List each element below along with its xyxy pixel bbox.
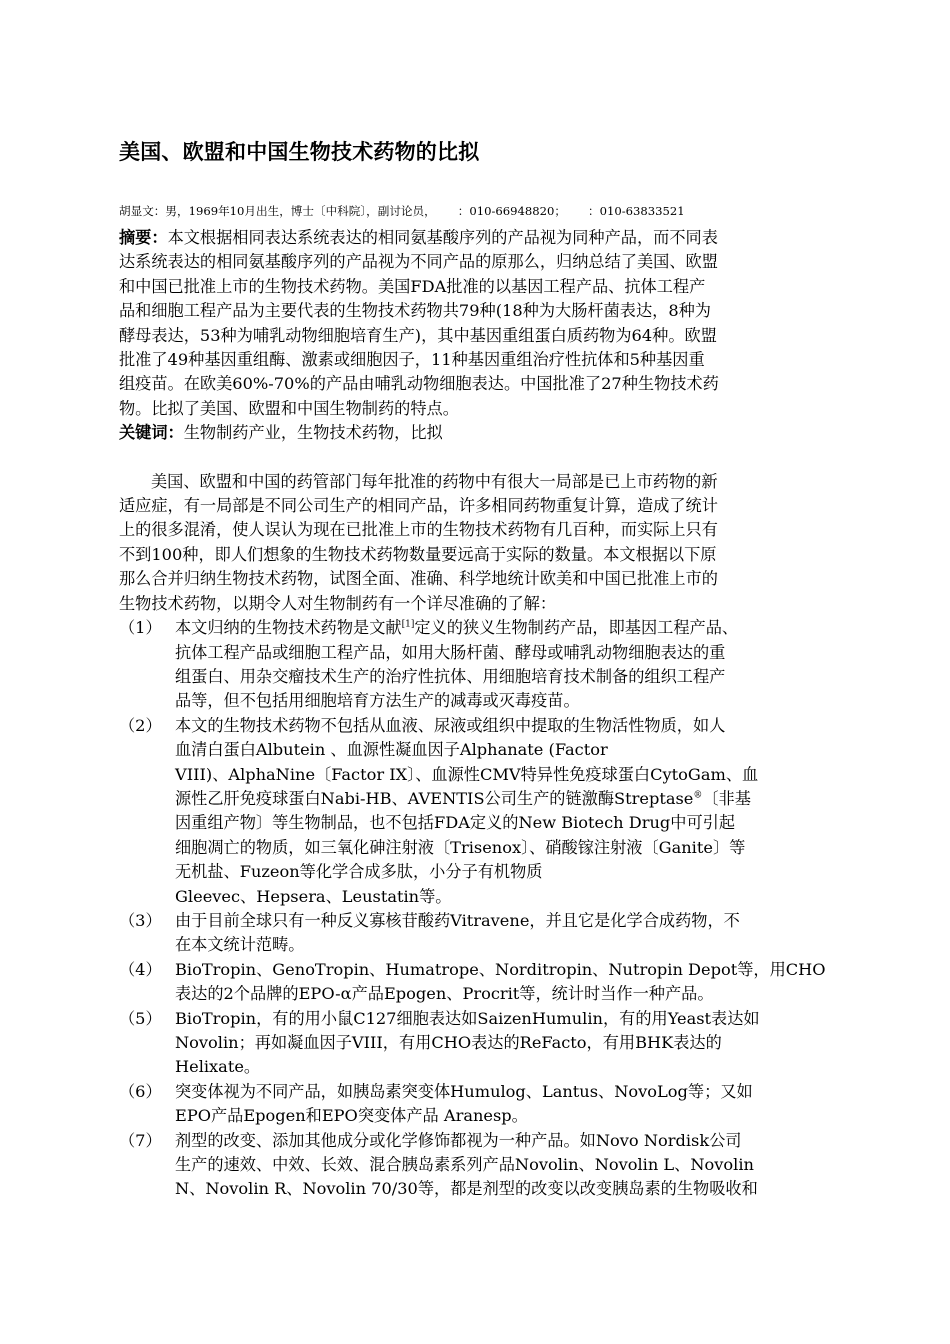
text-line: Helixate。	[175, 1057, 261, 1077]
list-item-number: （3）	[119, 910, 162, 930]
intro-line: 上的很多混淆，使人误认为现在已批准上市的生物技术药物有几百种，而实际上只有	[119, 520, 718, 540]
text-line: 因重组产物〕等生物制品，也不包括FDA定义的New Biotech Drug中可引起	[175, 813, 736, 833]
list-item-number: （2）	[119, 715, 162, 735]
text-line: Novolin；再如凝血因子VIII，有用CHO表达的ReFacto，有用BHK表达的	[175, 1033, 722, 1052]
list-item-text	[175, 1129, 830, 1202]
list-item-number: （6）	[119, 1081, 162, 1101]
keywords-text: 生物制药产业，生物技术药物，比拟	[183, 423, 443, 443]
abstract-line: 组疫苗。在欧美60%-70%的产品由哺乳动物细胞表达。中国批准了27种生物技术药	[119, 374, 719, 394]
abstract	[119, 226, 830, 421]
author-phone-1: ：010-66948820；	[457, 204, 566, 218]
list-item	[119, 1007, 830, 1080]
keywords-label: 关键词：	[119, 423, 184, 443]
text-line: 抗体工程产品或细胞工程产品，如用大肠杆菌、酵母或哺乳动物细胞表达的重	[175, 642, 726, 662]
abstract-text: 本文根据相同表达系统表达的相同氨基酸序列的产品视为同种产品，而不同表	[167, 228, 718, 247]
list-item-number: （4）	[119, 959, 162, 979]
page-title: 美国、欧盟和中国生物技术药物的比拟	[119, 140, 480, 164]
list-item-text	[175, 714, 830, 909]
list-item-text	[175, 909, 830, 958]
text-line: 无机盐、Fuzeon等化学合成多肽，小分子有机物质	[175, 862, 543, 882]
abstract-line: 物。比拟了美国、欧盟和中国生物制药的特点。	[119, 398, 459, 418]
list-item	[119, 616, 830, 714]
list-item	[119, 909, 830, 958]
text-line: BioTropin、GenoTropin、Humatrope、Norditropin、Nutropin Depot等，用CHO	[175, 959, 826, 979]
text-line: 生产的速效、中效、长效、混合胰岛素系列产品Novolin、Novolin L、Novolin	[175, 1155, 754, 1175]
text-line: 源性乙肝免疫球蛋白Nabi-HB、AVENTIS公司生产的链激酶Streptase®〔非基	[175, 788, 751, 808]
text-line: 细胞凋亡的物质，如三氧化砷注射液〔Trisenox〕、硝酸镓注射液〔Ganite〕等	[175, 837, 746, 857]
author-line	[119, 203, 685, 219]
abstract-label: 摘要：	[119, 228, 168, 247]
list-item-text	[175, 958, 830, 1007]
list-item-number: （1）	[119, 618, 162, 638]
intro-line: 适应症，有一局部是不同公司生产的相同产品，许多相同药物重复计算，造成了统计	[119, 496, 718, 516]
abstract-line: 品和细胞工程产品为主要代表的生物技术药物共79种(18种为大肠杆菌表达，8种为	[119, 301, 711, 321]
text-line: 表达的2个品牌的EPO-α产品Epogen、Procrit等，统计时当作一种产品。	[175, 984, 714, 1004]
text-line: VIII)、AlphaNine〔Factor IX〕、血源性CMV特异性免疫球蛋白CytoGam、血	[175, 764, 759, 784]
text-line: EPO产品Epogen和EPO突变体产品 Aranesp。	[175, 1106, 528, 1126]
list-item	[119, 714, 830, 909]
text-line: 由于目前全球只有一种反义寡核苷酸药Vitravene，并且它是化学合成药物，不	[175, 910, 740, 930]
superscript: [1]	[401, 619, 415, 630]
text-line: BioTropin，有的用小鼠C127细胞表达如SaizenHumulin，有的用Yeast表达如	[175, 1008, 760, 1028]
superscript: ®	[693, 790, 703, 801]
intro-line: 美国、欧盟和中国的药管部门每年批准的药物中有很大一局部是已上市药物的新	[151, 471, 718, 491]
intro-line: 不到100种，即人们想象的生物技术药物数量要远高于实际的数量。本文根据以下原	[119, 544, 717, 564]
intro-line: 那么合并归纳生物技术药物，试图全面、准确、科学地统计欧美和中国已批准上市的	[119, 569, 718, 589]
list-item-text	[175, 1007, 830, 1080]
text-line: 在本文统计范畴。	[175, 935, 305, 955]
text-line: 血清白蛋白Albutein 、血源性凝血因子Alphanate (Factor	[175, 740, 608, 760]
list-item-number: （7）	[119, 1130, 162, 1150]
text-line: 剂型的改变、添加其他成分或化学修饰都视为一种产品。如Novo Nordisk公司	[175, 1130, 742, 1150]
text-line: 本文的生物技术药物不包括从血液、尿液或组织中提取的生物活性物质，如人	[175, 715, 726, 735]
abstract-line: 和中国已批准上市的生物技术药物。美国FDA批准的以基因工程产品、抗体工程产	[119, 276, 706, 296]
list-item-text	[175, 616, 830, 714]
intro-line: 生物技术药物，以期令人对生物制药有一个详尽准确的了解：	[119, 593, 557, 613]
abstract-line: 批准了49种基因重组酶、激素或细胞因子，11种基因重组治疗性抗体和5种基因重	[119, 350, 705, 370]
text-line: Gleevec、Hepsera、Leustatin等。	[175, 886, 452, 906]
list-item	[119, 958, 830, 1007]
author-info: 胡显文：男，1969年10月出生，博士〔中科院〕，副讨论员，	[119, 204, 436, 218]
document-body	[119, 226, 830, 1202]
list-item-text	[175, 1080, 830, 1129]
text-line: 品等，但不包括用细胞培育方法生产的减毒或灭毒疫苗。	[175, 691, 580, 711]
abstract-line	[119, 226, 830, 250]
abstract-line: 酵母表达，53种为哺乳动物细胞培育生产)，其中基因重组蛋白质药物为64种。欧盟	[119, 325, 717, 345]
list-item-number: （5）	[119, 1008, 162, 1028]
author-phone-2: ：010-63833521	[587, 204, 685, 218]
text-line: N、Novolin R、Novolin 70/30等，都是剂型的改变以改变胰岛素的生物吸收和	[175, 1179, 758, 1199]
list-item	[119, 1129, 830, 1202]
abstract-line: 达系统表达的相同氨基酸序列的产品视为不同产品的原那么，归纳总结了美国、欧盟	[119, 252, 718, 272]
keywords	[119, 421, 830, 445]
numbered-list	[119, 616, 830, 1202]
text-line: 本文归纳的生物技术药物是文献[1]定义的狭义生物制药产品，即基因工程产品、	[175, 618, 739, 638]
intro-paragraph	[119, 470, 830, 616]
text-line: 组蛋白、用杂交瘤技术生产的治疗性抗体、用细胞培育技术制备的组织工程产	[175, 666, 726, 686]
text-line: 突变体视为不同产品，如胰岛素突变体Humulog、Lantus、NovoLog等；又如	[175, 1081, 753, 1101]
list-item	[119, 1080, 830, 1129]
